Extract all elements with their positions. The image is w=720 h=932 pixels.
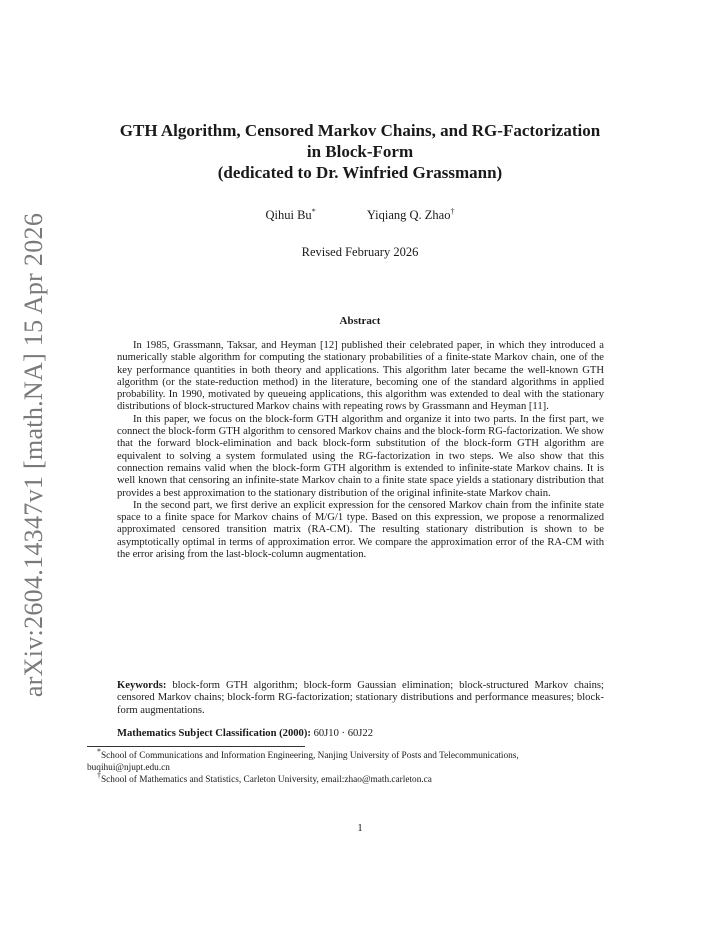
abstract-paragraph-2: In this paper, we focus on the block-form GTH algorithm and organize it into two parts. In the first part, we connect the block-form GTH algorithm to censored Markov chains and the block-form RG-factorization. We show that the forward block-elimination and back block-form substitution of the block-form GTH algorithm are equivalent to solving a system formulated using the RG-factorization in two steps. We also show that this connection remains valid when the block-form GTH algorithm is extended to infinite-state Markov chains. It is well known that censoring an infinite-state Markov chain to a finite state space yields a stationary distribution that provides a best approximation to the stationary distribution of the original infinite-state Markov chain. <box>117 413 604 499</box>
title-line-1: GTH Algorithm, Censored Markov Chains, and RG-Factorization <box>119 121 601 140</box>
footnote-2 <box>87 770 627 786</box>
page-number: 1 <box>357 822 363 834</box>
author-2-mark: † <box>450 206 455 216</box>
footnote-1-line-1 <box>87 746 627 762</box>
title-line-2: in Block-Form <box>306 142 414 161</box>
title-line-3: (dedicated to Dr. Winfried Grassmann) <box>217 163 503 182</box>
footnote-2-text: School of Mathematics and Statistics, Carleton University, email:zhao@math.carleton.ca <box>101 775 432 785</box>
abstract-body <box>117 340 604 561</box>
author-1-name: Qihui Bu <box>265 208 312 222</box>
keywords-label: Keywords: <box>117 680 167 691</box>
abstract-paragraph-3: In the second part, we first derive an explicit expression for the censored Markov chain from the infinite state space to a finite space for Markov chains of M/G/1 type. Based on this expression, we propose a renormalized approximated censored transition matrix (RA-CM). The resulting stationary distribution is shown to be asymptotically optimal in terms of approximation error. We compare the approximation error of the RA-CM with the error arising from the last-block-column augmentation. <box>117 499 604 561</box>
msc-codes: 60J10 · 60J22 <box>313 728 374 739</box>
paper-title <box>0 120 720 183</box>
abstract-heading: Abstract <box>339 315 381 327</box>
msc-label: Mathematics Subject Classification (2000): <box>117 728 311 739</box>
footnote-rule <box>87 746 305 747</box>
author-list <box>0 208 720 223</box>
author-2 <box>367 208 455 222</box>
msc-block <box>117 728 604 740</box>
author-2-name: Yiqiang Q. Zhao <box>366 208 451 222</box>
abstract-paragraph-1: In 1985, Grassmann, Taksar, and Heyman [12] published their celebrated paper, in which they introduced a numerically stable algorithm for computing the stationary probabilities of a finite-state Markov chain, one of the key performance quantities in both theory and applications. This algorithm later became the well-known GTH algorithm (or the state-reduction method) in the literature, becoming one of the standard algorithms in applied probability. In 1990, motivated by queueing applications, this algorithm was extended to deal with the stationary distributions of block-structured Markov chains with repeating rows by Grassmann and Heyman [11]. <box>117 340 604 413</box>
footnotes <box>87 746 627 786</box>
revision-date: Revised February 2026 <box>301 245 419 259</box>
author-1 <box>266 208 316 222</box>
arxiv-identifier-stamp: arXiv:2604.14347v1 [math.NA] 15 Apr 2026 <box>19 212 48 698</box>
footnote-1-text: School of Communications and Information Engineering, Nanjing University of Posts and Telecommunications, <box>101 751 519 761</box>
footnote-1-mark: * <box>97 746 101 756</box>
footnote-1-email: buqihui@njupt.edu.cn <box>87 763 170 773</box>
keywords-block <box>117 680 604 717</box>
keywords-text: block-form GTH algorithm; block-form Gaussian elimination; block-structured Markov chains; censored Markov chains; block-form RG-factorization; stationary distributions and performance measures; block-form augmentations. <box>117 680 604 716</box>
footnote-2-mark: † <box>97 770 101 780</box>
author-1-mark: * <box>311 206 316 216</box>
